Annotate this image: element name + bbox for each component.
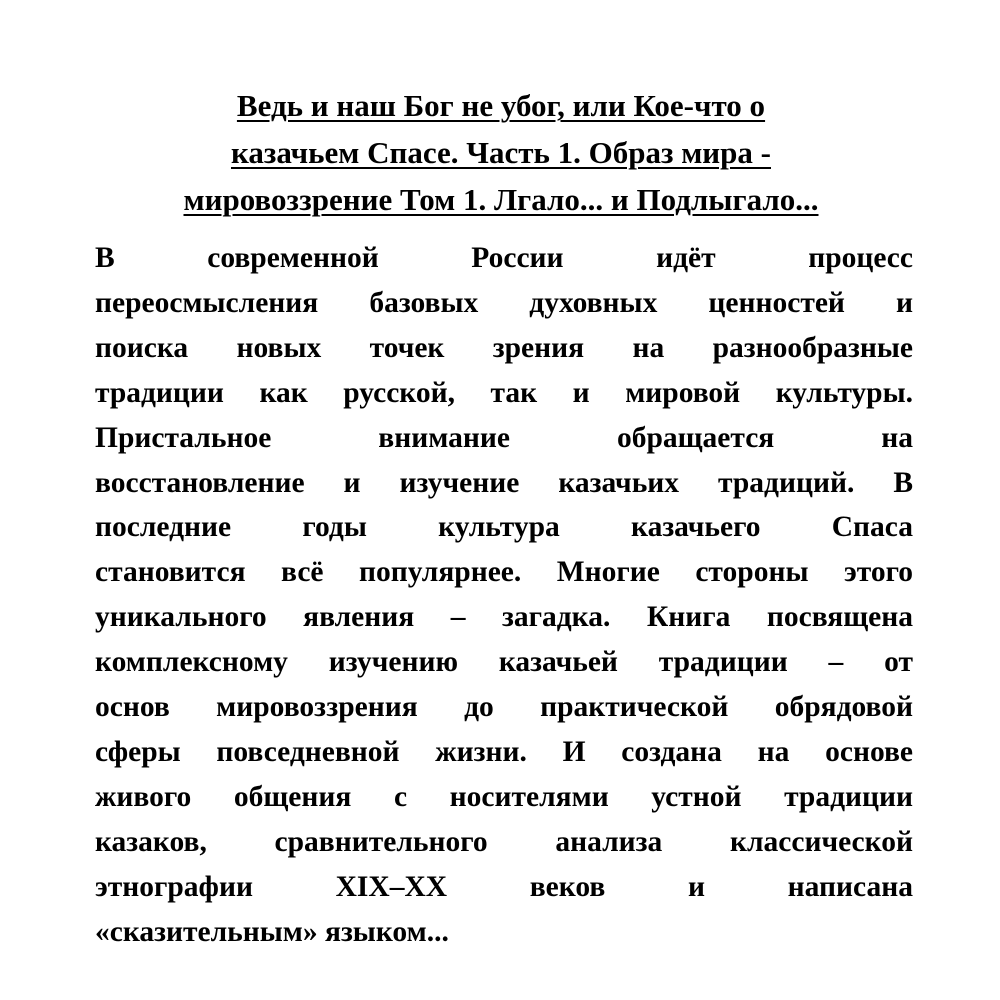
description-line: традиции как русской, так и мировой культуры. [95, 376, 913, 409]
title-line: казачьем Спасе. Часть 1. Образ мира - [231, 135, 771, 170]
description-line: уникального явления – загадка. Книга посвящена [95, 601, 913, 634]
description-line: восстановление и изучение казачьих традиций. В [95, 466, 913, 499]
description-line: Пристальное внимание обращается на [95, 421, 913, 454]
description-line: живого общения с носителями устной традиции [95, 780, 913, 813]
description-line: сферы повседневной жизни. И создана на основе [95, 735, 913, 768]
description-line: В современной России идёт процесс [95, 242, 913, 274]
description-line: последние годы культура казачьего Спаса [95, 511, 913, 544]
title-line: мировоззрение Том 1. Лгало... и Подлыгало... [183, 182, 819, 217]
description-line: «сказительным» языком... [95, 915, 449, 948]
book-title [95, 82, 907, 223]
description-line: основ мировоззрения до практической обрядовой [95, 691, 913, 724]
book-description [95, 236, 913, 955]
description-line: казаков, сравнительного анализа классической [95, 825, 913, 858]
description-line: этнографии XIX–XX веков и написана [95, 870, 913, 903]
description-line: поиска новых точек зрения на разнообразные [95, 331, 913, 364]
title-line: Ведь и наш Бог не убог, или Кое-что о [236, 88, 766, 123]
description-line: становится всё популярнее. Многие стороны этого [95, 556, 913, 589]
description-line: комплексному изучению казачьей традиции – от [95, 646, 913, 679]
description-line: переосмысления базовых духовных ценностей и [95, 286, 913, 319]
